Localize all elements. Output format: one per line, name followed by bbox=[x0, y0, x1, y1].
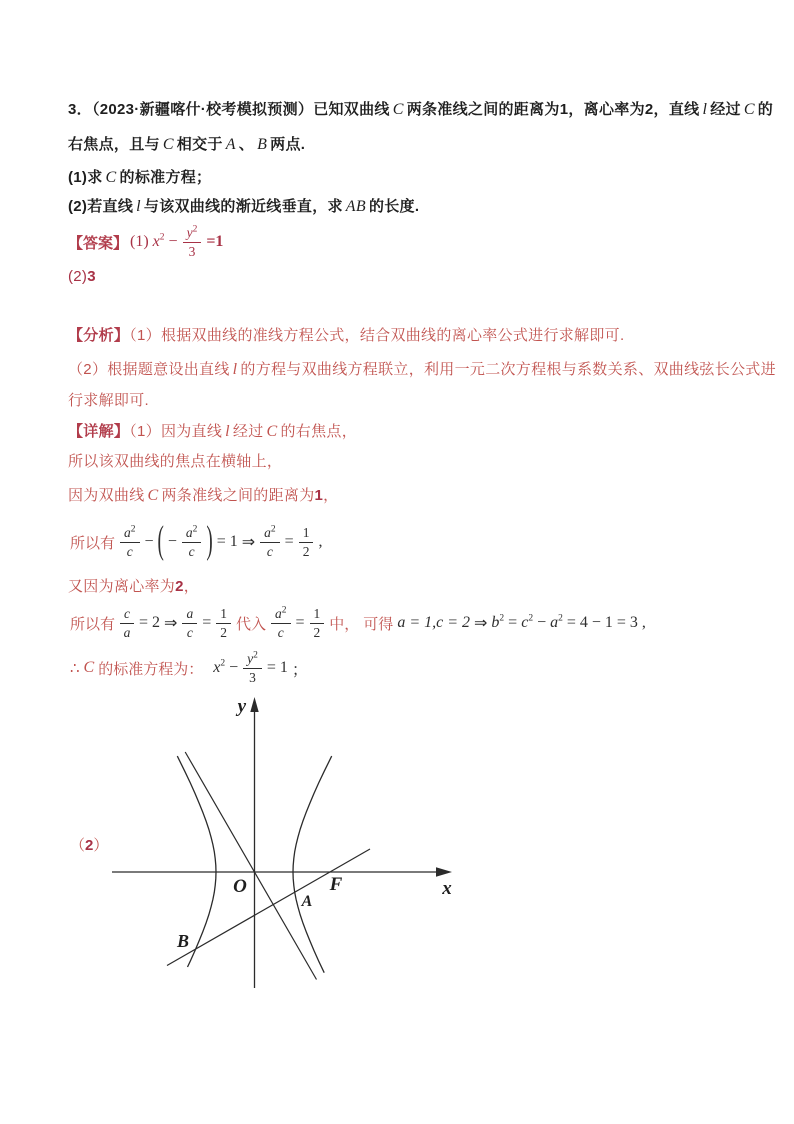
superscript: 2 bbox=[253, 650, 258, 661]
part-number: (1) bbox=[130, 233, 149, 250]
numerator: 1 bbox=[310, 606, 325, 624]
point-a-label: A bbox=[301, 893, 313, 910]
equals-value: = 1 bbox=[266, 659, 288, 676]
math-var: C bbox=[83, 659, 95, 676]
math-var: A bbox=[225, 136, 236, 153]
denominator: 3 bbox=[188, 243, 196, 259]
math-var: l bbox=[136, 198, 141, 215]
fraction bbox=[243, 651, 262, 685]
text-run: 代入 bbox=[235, 615, 266, 633]
close-paren: ) bbox=[206, 519, 213, 563]
denominator: 2 bbox=[302, 543, 310, 559]
numerator: 1 bbox=[299, 525, 314, 543]
denominator: c bbox=[277, 624, 284, 640]
text-run: (1)求 bbox=[68, 169, 103, 186]
equals-value: =1 bbox=[206, 233, 224, 250]
superscript: 2 bbox=[130, 524, 136, 535]
superscript: 2 bbox=[270, 524, 276, 535]
text-run: ，离心率为 bbox=[568, 101, 645, 118]
number: 1 bbox=[559, 101, 569, 118]
detail-formula-2 bbox=[68, 600, 648, 646]
implies-arrow: ⇒ bbox=[164, 615, 178, 632]
text-run: 两条准线之间的距离为 bbox=[406, 101, 560, 118]
math-var: C bbox=[392, 101, 404, 118]
asymptote-line bbox=[185, 752, 316, 980]
math-var: C bbox=[162, 136, 174, 153]
text-run: 的标准方程为： bbox=[98, 660, 204, 678]
denominator: 2 bbox=[313, 624, 321, 640]
number: 2 bbox=[85, 837, 94, 854]
text-run: 与该双曲线的渐近线垂直，求 bbox=[143, 198, 343, 215]
denominator: 3 bbox=[249, 669, 256, 685]
detail-conclusion bbox=[68, 645, 310, 691]
x-axis-arrowhead-icon bbox=[436, 867, 452, 877]
text-run: 经过 bbox=[710, 101, 741, 118]
text-run: ， bbox=[323, 487, 339, 504]
punctuation: , bbox=[318, 533, 323, 550]
fraction bbox=[260, 525, 280, 559]
text-run: （ bbox=[70, 837, 86, 854]
math-var: a bbox=[550, 614, 559, 631]
text-run: 因为双曲线 bbox=[68, 487, 145, 504]
text-run: （1）根据双曲线的准线方程公式，结合双曲线的离心率公式进行求解即可. bbox=[129, 327, 625, 344]
math-var: B bbox=[257, 136, 268, 153]
therefore-symbol: ∴ bbox=[70, 660, 80, 677]
math-var: l bbox=[225, 423, 230, 440]
operator: − bbox=[167, 533, 177, 550]
text-run: 中， bbox=[329, 615, 360, 633]
numerator: 1 bbox=[216, 606, 231, 624]
punctuation: , bbox=[641, 614, 646, 631]
math-var: C bbox=[147, 487, 159, 504]
hyperbola-right-branch bbox=[293, 756, 332, 973]
text-run: 两条准线之间的距离为 bbox=[161, 487, 315, 504]
math-var: b bbox=[491, 614, 500, 631]
math-var: x bbox=[152, 233, 160, 250]
superscript: 2 bbox=[528, 613, 534, 624]
analysis-line-3 bbox=[68, 392, 149, 411]
numerator: a bbox=[275, 605, 282, 621]
math-var: l bbox=[702, 101, 708, 118]
numerator: y bbox=[186, 224, 193, 240]
text-run: 的长度. bbox=[368, 198, 420, 215]
operator: − bbox=[537, 614, 547, 631]
superscript: 2 bbox=[281, 605, 287, 616]
problem-part1 bbox=[68, 168, 211, 188]
chord-line-l bbox=[167, 849, 370, 966]
analysis-line-1 bbox=[68, 327, 624, 346]
problem-line-2 bbox=[68, 135, 305, 155]
y-axis-arrowhead-icon bbox=[250, 697, 258, 712]
number: 2 bbox=[644, 101, 654, 118]
superscript: 2 bbox=[192, 524, 198, 535]
text-run: （2）根据题意设出直线 bbox=[68, 361, 230, 378]
superscript: 2 bbox=[159, 232, 165, 243]
text-run: ，直线 bbox=[653, 101, 700, 118]
detail-line-2 bbox=[68, 453, 282, 472]
fraction bbox=[299, 525, 314, 559]
denominator: 2 bbox=[220, 624, 227, 640]
point-b-label: B bbox=[176, 931, 190, 951]
text-run: 所以有 bbox=[70, 615, 116, 633]
text-run: 所以该双曲线的焦点在横轴上， bbox=[68, 453, 283, 470]
focus-label: F bbox=[329, 874, 343, 895]
numerator: a bbox=[182, 606, 197, 624]
denominator: c bbox=[188, 543, 195, 559]
part-number: (2) bbox=[68, 268, 88, 285]
text-run: 的标准方程； bbox=[119, 169, 212, 186]
implies-arrow: ⇒ bbox=[241, 534, 256, 551]
equals-value: = 4 − 1 = 3 bbox=[566, 614, 638, 631]
hyperbola-figure bbox=[95, 692, 470, 997]
number: 1 bbox=[314, 487, 324, 504]
math-var: l bbox=[232, 361, 238, 378]
text-run: ， bbox=[183, 578, 200, 595]
math-sequence: a = 1,c = 2 bbox=[397, 614, 471, 631]
numerator: c bbox=[120, 606, 134, 624]
text-run: 的 bbox=[757, 101, 774, 118]
number: 2 bbox=[175, 578, 184, 595]
text-run: 的方程与双曲线方程联立，利用一元二次方程根与系数关系、双曲线弦长公式进 bbox=[240, 361, 776, 378]
numerator: a bbox=[124, 524, 131, 540]
superscript: 2 bbox=[558, 613, 563, 624]
fraction bbox=[182, 525, 202, 559]
operator: = bbox=[508, 614, 518, 631]
text-run: 所以有 bbox=[70, 534, 116, 552]
fraction bbox=[271, 606, 291, 640]
text-run: 3．（2023·新疆喀什·校考模拟预测）已知双曲线 bbox=[68, 101, 390, 118]
text-run: （1）因为直线 bbox=[129, 423, 223, 440]
detail-line-3 bbox=[68, 486, 338, 506]
math-var: AB bbox=[345, 198, 366, 215]
operator: = bbox=[284, 533, 294, 550]
operator: − bbox=[144, 533, 154, 550]
analysis-line-2 bbox=[68, 360, 776, 380]
text-run: 、 bbox=[238, 136, 255, 153]
text-run: 两点. bbox=[270, 136, 306, 153]
superscript: 2 bbox=[220, 658, 226, 669]
fraction bbox=[183, 225, 202, 259]
math-var: x bbox=[213, 659, 221, 676]
math-var: C bbox=[743, 101, 755, 118]
punctuation: ； bbox=[291, 661, 308, 679]
math-var: C bbox=[266, 423, 278, 440]
x-axis-label: x bbox=[442, 878, 452, 899]
denominator: c bbox=[186, 624, 193, 640]
text-run: (2)若直线 bbox=[68, 198, 134, 215]
math-var: c bbox=[521, 614, 529, 631]
implies-arrow: ⇒ bbox=[474, 615, 488, 632]
operator: = bbox=[295, 614, 305, 631]
answer-part2 bbox=[68, 268, 96, 287]
superscript: 2 bbox=[192, 224, 198, 235]
answer-line bbox=[68, 220, 225, 264]
denominator: c bbox=[266, 543, 273, 559]
text-run: 又因为离心率为 bbox=[68, 578, 176, 595]
text-run: 行求解即可. bbox=[68, 392, 149, 409]
fraction bbox=[182, 606, 197, 640]
fraction bbox=[120, 525, 140, 559]
fraction bbox=[216, 606, 231, 640]
math-var: C bbox=[105, 169, 117, 186]
text-run: ） bbox=[93, 837, 109, 854]
open-paren: ( bbox=[157, 519, 164, 563]
detail-line-1 bbox=[68, 422, 357, 442]
text-run: 右焦点，且与 bbox=[68, 136, 160, 153]
origin-label: O bbox=[233, 876, 247, 897]
answer-value: 3 bbox=[87, 268, 96, 285]
text-run: 可得 bbox=[363, 615, 394, 633]
equals-value: = 1 bbox=[216, 533, 238, 550]
operator: − bbox=[229, 659, 239, 676]
text-run: 相交于 bbox=[176, 136, 223, 153]
problem-line-1 bbox=[68, 100, 773, 120]
fraction bbox=[120, 606, 134, 640]
denominator: c bbox=[126, 543, 133, 559]
equals-value: = 2 bbox=[139, 614, 161, 631]
text-run: 经过 bbox=[232, 423, 264, 440]
analysis-label: 【分析】 bbox=[68, 327, 130, 344]
problem-part2 bbox=[68, 197, 419, 217]
text-run: 的右焦点， bbox=[280, 423, 358, 440]
answer-label: 【答案】 bbox=[68, 234, 129, 252]
numerator: a bbox=[185, 524, 193, 540]
operator: − bbox=[168, 233, 178, 250]
numerator: a bbox=[264, 524, 271, 540]
numerator: y bbox=[247, 650, 254, 666]
detail-formula-1 bbox=[68, 516, 324, 568]
operator: = bbox=[202, 614, 212, 631]
detail-label: 【详解】 bbox=[68, 423, 130, 440]
y-axis-label: y bbox=[237, 696, 246, 717]
denominator: a bbox=[123, 624, 131, 640]
fraction bbox=[310, 606, 325, 640]
superscript: 2 bbox=[499, 613, 505, 624]
detail-line-4 bbox=[68, 578, 199, 597]
